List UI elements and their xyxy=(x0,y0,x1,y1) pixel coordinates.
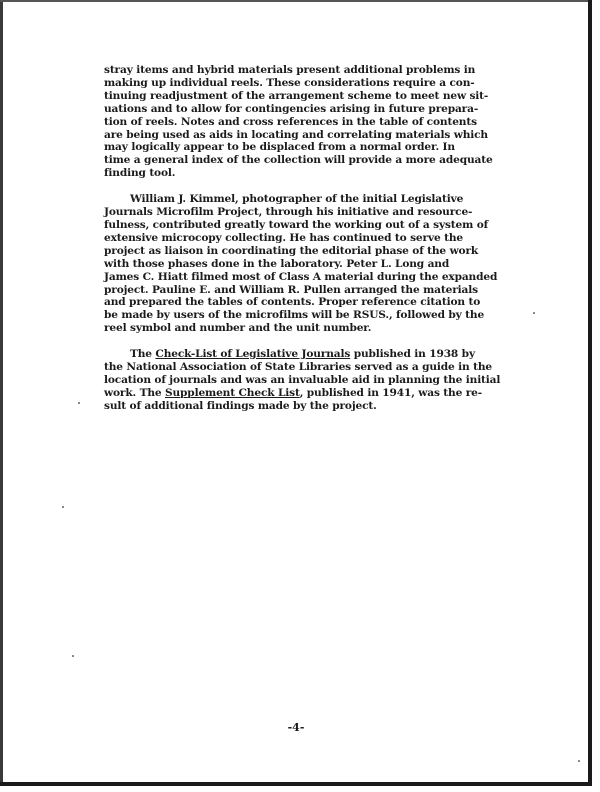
text-line: sult of additional findings made by the project. xyxy=(104,399,377,412)
text-line: finding tool. xyxy=(104,167,176,180)
text-line: project as liaison in coordinating the editorial phase of the work xyxy=(104,244,479,257)
text-line: may logically appear to be displaced from a normal order. In xyxy=(104,141,455,154)
text-line: extensive microcopy collecting. He has continued to serve the xyxy=(104,231,463,244)
text-line: time a general index of the collection will provide a more adequate xyxy=(104,154,493,167)
text-line xyxy=(104,387,528,400)
publication-title: Check-List of Legislative Journals xyxy=(155,348,351,361)
text-line: Journals Microfilm Project, through his initiative and resource- xyxy=(104,206,473,219)
text-line: with those phases done in the laboratory. Peter L. Long and xyxy=(104,257,450,270)
paragraph-2 xyxy=(104,193,528,335)
text-line: fulness, contributed greatly toward the working out of a system of xyxy=(104,218,489,231)
page-number: -4- xyxy=(287,721,305,734)
scan-speck xyxy=(62,506,64,508)
text-line: are being used as aids in locating and correlating materials which xyxy=(104,128,488,141)
text-line: reel symbol and number and the unit number. xyxy=(104,322,372,335)
text-fragment: work. The xyxy=(104,386,165,399)
text-fragment: , published in 1941, was the re- xyxy=(299,386,483,399)
scan-edge-top xyxy=(0,0,588,2)
text-line: making up individual reels. These considerations require a con- xyxy=(104,76,475,89)
text-line: the National Association of State Libraries served as a guide in the xyxy=(104,361,492,374)
paragraph-3 xyxy=(104,348,528,413)
text-line: be made by users of the microfilms will be RSUS., followed by the xyxy=(104,309,485,322)
publication-title: Supplement Check List xyxy=(165,386,300,399)
body-text xyxy=(104,64,528,426)
text-fragment: published in 1938 by xyxy=(350,348,475,361)
scan-speck xyxy=(72,655,74,657)
text-line: tion of reels. Notes and cross references in the table of contents xyxy=(104,115,477,128)
text-line: James C. Hiatt filmed most of Class A material during the expanded xyxy=(104,270,498,283)
text-line: uations and to allow for contingencies arising in future prepara- xyxy=(104,102,479,115)
text-line: tinuing readjustment of the arrangement scheme to meet new sit- xyxy=(104,89,489,102)
text-line: William J. Kimmel, photographer of the initial Legislative xyxy=(130,193,464,206)
scan-edge-left xyxy=(0,0,3,782)
text-fragment: The xyxy=(130,348,156,361)
text-line: project. Pauline E. and William R. Pullen arranged the materials xyxy=(104,283,478,296)
text-line: location of journals and was an invaluable aid in planning the initial xyxy=(104,373,501,386)
scan-speck xyxy=(533,312,535,314)
scan-speck xyxy=(578,760,580,762)
text-line: stray items and hybrid materials present additional problems in xyxy=(104,64,476,76)
scan-speck xyxy=(78,402,80,404)
text-line xyxy=(104,348,528,361)
paragraph-1 xyxy=(104,64,528,180)
text-line: and prepared the tables of contents. Proper reference citation to xyxy=(104,296,481,309)
